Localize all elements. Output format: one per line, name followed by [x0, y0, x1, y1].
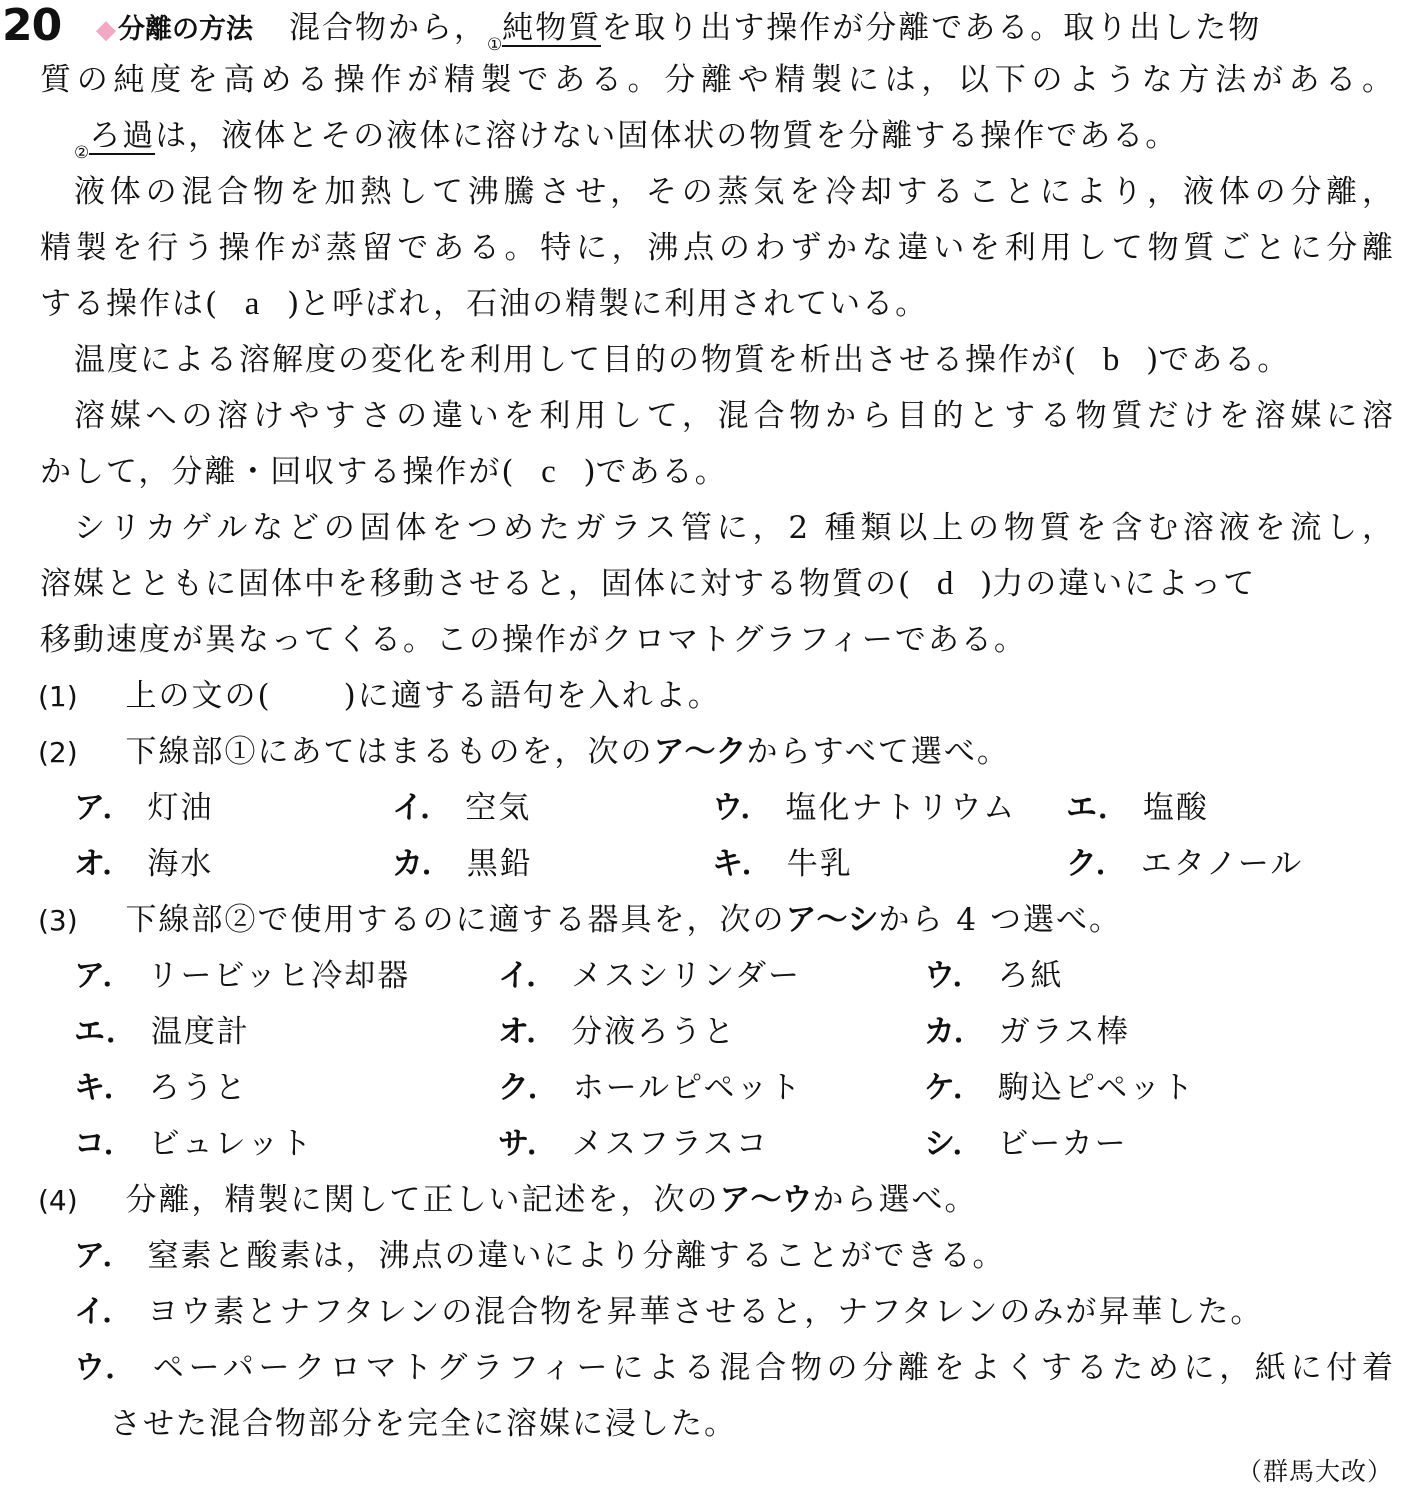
- option-item: エ． 塩酸: [1066, 790, 1209, 826]
- option-item: イ． メスシリンダー: [498, 958, 801, 994]
- subquestion-text: からすべて選べ。: [746, 734, 1010, 770]
- blank-c: ( c ): [501, 454, 596, 490]
- subquestion-number: (1): [38, 680, 78, 713]
- text-span: 力の違いによって: [992, 566, 1257, 602]
- option-item: カ． 黒鉛: [392, 846, 533, 882]
- option-item: ク． ホールピペット: [498, 1070, 803, 1106]
- option-item: シ． ビーカー: [924, 1126, 1128, 1162]
- choice-range: ア～シ: [785, 902, 879, 938]
- section-title: 分離の方法: [118, 14, 253, 45]
- text-span: である。: [1158, 342, 1291, 378]
- blank-d: ( d ): [898, 566, 993, 602]
- blank-a: ( a ): [205, 286, 300, 322]
- text-span: 温度による溶解度の変化を利用して目的の物質を析出させる操作が: [74, 342, 1064, 378]
- subquestion-3: [38, 892, 1122, 948]
- paragraph-line: [40, 220, 1395, 276]
- question-number: 20: [2, 0, 62, 51]
- option-item: キ． ろうと: [74, 1070, 248, 1106]
- subquestion-text: 分離，精製に関して正しい記述を，次の: [125, 1182, 720, 1218]
- text-span: する操作は: [40, 286, 205, 322]
- text-span: を取り出す操作が分離である。取り出した物: [601, 10, 1262, 46]
- text-span: 精製を行う操作が蒸留である。特に，沸点のわずかな違いを利用して物質ごとに分離: [40, 230, 1395, 266]
- subquestion-text: から選べ。: [812, 1182, 978, 1218]
- underlined-term-2: ろ過: [89, 118, 156, 154]
- source-note: （群馬大改）: [1236, 1457, 1393, 1486]
- text-span: 溶媒とともに固体中を移動させると，固体に対する物質の: [40, 566, 898, 602]
- text-span: 混合物から，: [289, 10, 487, 46]
- text-span: シリカゲルなどの固体をつめたガラス管に，2 種類以上の物質を含む溶液を流し，: [74, 510, 1395, 546]
- option-item: コ． ビュレット: [74, 1126, 314, 1162]
- option-item: カ． ガラス棒: [924, 1014, 1130, 1050]
- option-item: キ． 牛乳: [712, 846, 853, 882]
- option-item: イ． ヨウ素とナフタレンの混合物を昇華させると，ナフタレンのみが昇華した。: [74, 1294, 1264, 1330]
- option-item: ア． 窒素と酸素は，沸点の違いにより分離することができる。: [74, 1238, 1006, 1274]
- option-item: サ． メスフラスコ: [498, 1126, 769, 1162]
- underline-marker-1: ①: [487, 35, 503, 55]
- option-item: ウ． 塩化ナトリウム: [712, 790, 1017, 826]
- option-item-continuation: させた混合物部分を完全に溶媒に浸した。: [110, 1406, 737, 1442]
- subquestion-number: (3): [38, 904, 78, 937]
- option-item: ア． 灯油: [74, 790, 214, 826]
- paragraph-line: [40, 556, 1395, 612]
- subquestion-number: (2): [38, 736, 78, 769]
- paragraph-line: [74, 108, 1411, 164]
- subquestion-text: から 4 つ選べ。: [878, 902, 1122, 938]
- text-span: 質の純度を高める操作が精製である。分離や精製には，以下のような方法がある。: [40, 62, 1395, 98]
- text-span: である。: [595, 454, 728, 490]
- option-item: オ． 分液ろうと: [498, 1014, 737, 1050]
- option-item: ク． エタノール: [1066, 846, 1304, 882]
- subquestion-2: [38, 724, 1010, 780]
- subquestion-4: [38, 1172, 978, 1228]
- paragraph-line: [40, 444, 1395, 500]
- underline-marker-2: ②: [74, 143, 90, 163]
- text-span: かして，分離・回収する操作が: [40, 454, 502, 490]
- blank-b: ( b ): [1064, 342, 1159, 378]
- text-span: は，液体とその液体に溶けない固体状の物質を分離する操作である。: [155, 118, 1179, 154]
- option-item: ア． リービッヒ冷却器: [74, 958, 411, 994]
- text-span: 溶媒への溶けやすさの違いを利用して，混合物から目的とする物質だけを溶媒に溶: [74, 398, 1395, 434]
- paragraph-line: [74, 164, 1395, 220]
- paragraph-line: [40, 52, 1395, 108]
- option-item: ウ． ろ紙: [924, 958, 1064, 994]
- paragraph-line: [40, 276, 1395, 332]
- paragraph-line: [74, 388, 1395, 444]
- subquestion-text: 上の文の: [125, 678, 258, 714]
- text-span: 液体の混合物を加熱して沸騰させ，その蒸気を冷却することにより，液体の分離，: [74, 174, 1395, 210]
- diamond-icon: ◆: [96, 15, 118, 45]
- paragraph-line: [40, 612, 1395, 668]
- subquestion-text: 下線部②で使用するのに適する器具を，次の: [125, 902, 786, 938]
- text-span: と呼ばれ，石油の精製に利用されている。: [299, 286, 929, 322]
- option-item: ウ． ペーパークロマトグラフィーによる混合物の分離をよくするために，紙に付着: [74, 1350, 1395, 1386]
- subquestion-number: (4): [38, 1184, 78, 1217]
- paragraph-line: [74, 500, 1395, 556]
- option-item: エ． 温度計: [74, 1014, 250, 1050]
- choice-range: ア～ク: [653, 734, 747, 770]
- paragraph-line: [74, 332, 1411, 388]
- underlined-term-1: 純物質: [502, 10, 602, 46]
- text-span: 移動速度が異なってくる。この操作がクロマトグラフィーである。: [40, 622, 1027, 658]
- option-item: オ． 海水: [74, 846, 214, 882]
- subquestion-text: 下線部①にあてはまるものを，次の: [125, 734, 654, 770]
- subquestion-1: [38, 668, 721, 724]
- choice-range: ア～ウ: [719, 1182, 813, 1218]
- paragraph-line: [0, 0, 1395, 56]
- option-item: ケ． 駒込ピペット: [924, 1070, 1196, 1106]
- blank-placeholder: ( ): [257, 678, 358, 714]
- option-item: イ． 空気: [392, 790, 532, 826]
- subquestion-text: に適する語句を入れよ。: [357, 678, 721, 714]
